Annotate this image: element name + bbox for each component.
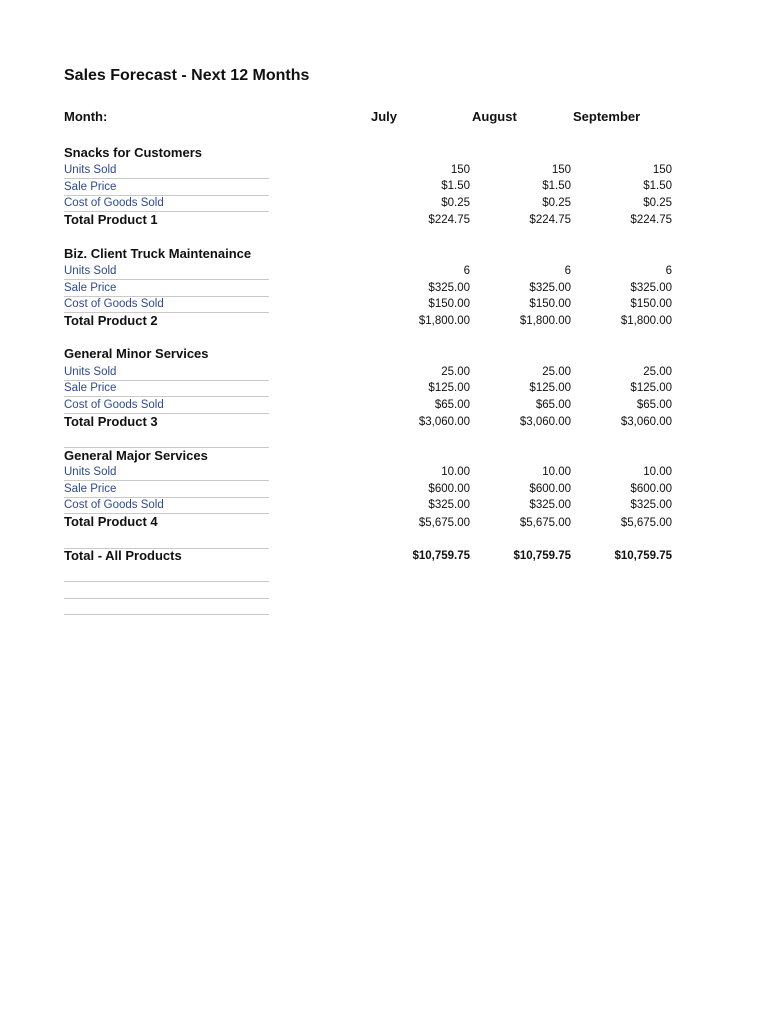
month-header-july: July bbox=[371, 109, 398, 124]
total-label: Total Product 1 bbox=[64, 212, 158, 227]
cell-value: $150.00 bbox=[630, 298, 672, 310]
total-value: $1,800.00 bbox=[418, 315, 470, 327]
cell-value: 6 bbox=[564, 265, 571, 277]
line-label-units-sold: Units Sold bbox=[64, 264, 269, 280]
total-value: $1,800.00 bbox=[620, 315, 672, 327]
product-title: General Major Services bbox=[64, 448, 208, 463]
line-label-sale-price: Sale Price bbox=[64, 482, 269, 498]
line-label-cogs: Cost of Goods Sold bbox=[64, 498, 269, 514]
line-label-units-sold: Units Sold bbox=[64, 163, 269, 179]
total-value: $224.75 bbox=[428, 214, 470, 226]
line-label-units-sold: Units Sold bbox=[64, 465, 269, 481]
cell-value: 150 bbox=[652, 164, 672, 176]
cell-value: 150 bbox=[551, 164, 571, 176]
cell-value: $125.00 bbox=[630, 382, 672, 394]
cell-value: 10.00 bbox=[542, 466, 571, 478]
product-title: Snacks for Customers bbox=[64, 145, 202, 160]
line-label-sale-price: Sale Price bbox=[64, 281, 269, 297]
grand-total-value: $10,759.75 bbox=[412, 550, 470, 562]
cell-value: $125.00 bbox=[428, 382, 470, 394]
cell-value: 6 bbox=[463, 265, 470, 277]
cell-value: $325.00 bbox=[529, 499, 571, 511]
month-header-september: September bbox=[573, 109, 641, 124]
page-title: Sales Forecast - Next 12 Months bbox=[64, 67, 310, 84]
total-value: $5,675.00 bbox=[519, 517, 571, 529]
line-label-sale-price: Sale Price bbox=[64, 381, 269, 397]
cell-value: $325.00 bbox=[428, 282, 470, 294]
total-label: Total Product 3 bbox=[64, 414, 158, 429]
product-title: General Minor Services bbox=[64, 346, 209, 361]
cell-value: 25.00 bbox=[542, 366, 571, 378]
cell-value: $1.50 bbox=[542, 180, 571, 192]
cell-value: 10.00 bbox=[643, 466, 672, 478]
cell-value: $0.25 bbox=[441, 197, 470, 209]
cell-value: $325.00 bbox=[529, 282, 571, 294]
cell-value: 25.00 bbox=[643, 366, 672, 378]
cell-value: 6 bbox=[665, 265, 672, 277]
grand-total-label: Total - All Products bbox=[64, 548, 182, 563]
cell-value: $600.00 bbox=[529, 483, 571, 495]
cell-value: $0.25 bbox=[542, 197, 571, 209]
cell-value: 25.00 bbox=[441, 366, 470, 378]
cell-value: $65.00 bbox=[535, 399, 571, 411]
cell-value: $65.00 bbox=[636, 399, 672, 411]
cell-value: $65.00 bbox=[434, 399, 470, 411]
grand-total-value: $10,759.75 bbox=[614, 550, 672, 562]
total-value: $5,675.00 bbox=[620, 517, 672, 529]
line-label-cogs: Cost of Goods Sold bbox=[64, 398, 269, 414]
line-label-sale-price: Sale Price bbox=[64, 180, 269, 196]
cell-value: $1.50 bbox=[643, 180, 672, 192]
divider bbox=[64, 581, 269, 582]
cell-value: 150 bbox=[450, 164, 470, 176]
cell-value: $150.00 bbox=[428, 298, 470, 310]
line-label-units-sold: Units Sold bbox=[64, 365, 269, 381]
divider bbox=[64, 614, 269, 615]
cell-value: $150.00 bbox=[529, 298, 571, 310]
total-label: Total Product 2 bbox=[64, 313, 158, 328]
total-value: $3,060.00 bbox=[519, 416, 571, 428]
total-value: $224.75 bbox=[630, 214, 672, 226]
cell-value: $325.00 bbox=[630, 499, 672, 511]
total-label: Total Product 4 bbox=[64, 514, 158, 529]
line-label-cogs: Cost of Goods Sold bbox=[64, 196, 269, 212]
total-value: $1,800.00 bbox=[519, 315, 571, 327]
month-header-august: August bbox=[472, 109, 517, 124]
total-value: $224.75 bbox=[529, 214, 571, 226]
cell-value: $600.00 bbox=[630, 483, 672, 495]
total-value: $5,675.00 bbox=[418, 517, 470, 529]
cell-value: $600.00 bbox=[428, 483, 470, 495]
cell-value: $1.50 bbox=[441, 180, 470, 192]
cell-value: $0.25 bbox=[643, 197, 672, 209]
cell-value: $325.00 bbox=[428, 499, 470, 511]
total-value: $3,060.00 bbox=[418, 416, 470, 428]
cell-value: $125.00 bbox=[529, 382, 571, 394]
product-title: Biz. Client Truck Maintenaince bbox=[64, 246, 252, 261]
cell-value: $325.00 bbox=[630, 282, 672, 294]
month-label: Month: bbox=[64, 109, 108, 124]
divider bbox=[64, 598, 269, 599]
cell-value: 10.00 bbox=[441, 466, 470, 478]
total-value: $3,060.00 bbox=[620, 416, 672, 428]
line-label-cogs: Cost of Goods Sold bbox=[64, 297, 269, 313]
grand-total-value: $10,759.75 bbox=[513, 550, 571, 562]
